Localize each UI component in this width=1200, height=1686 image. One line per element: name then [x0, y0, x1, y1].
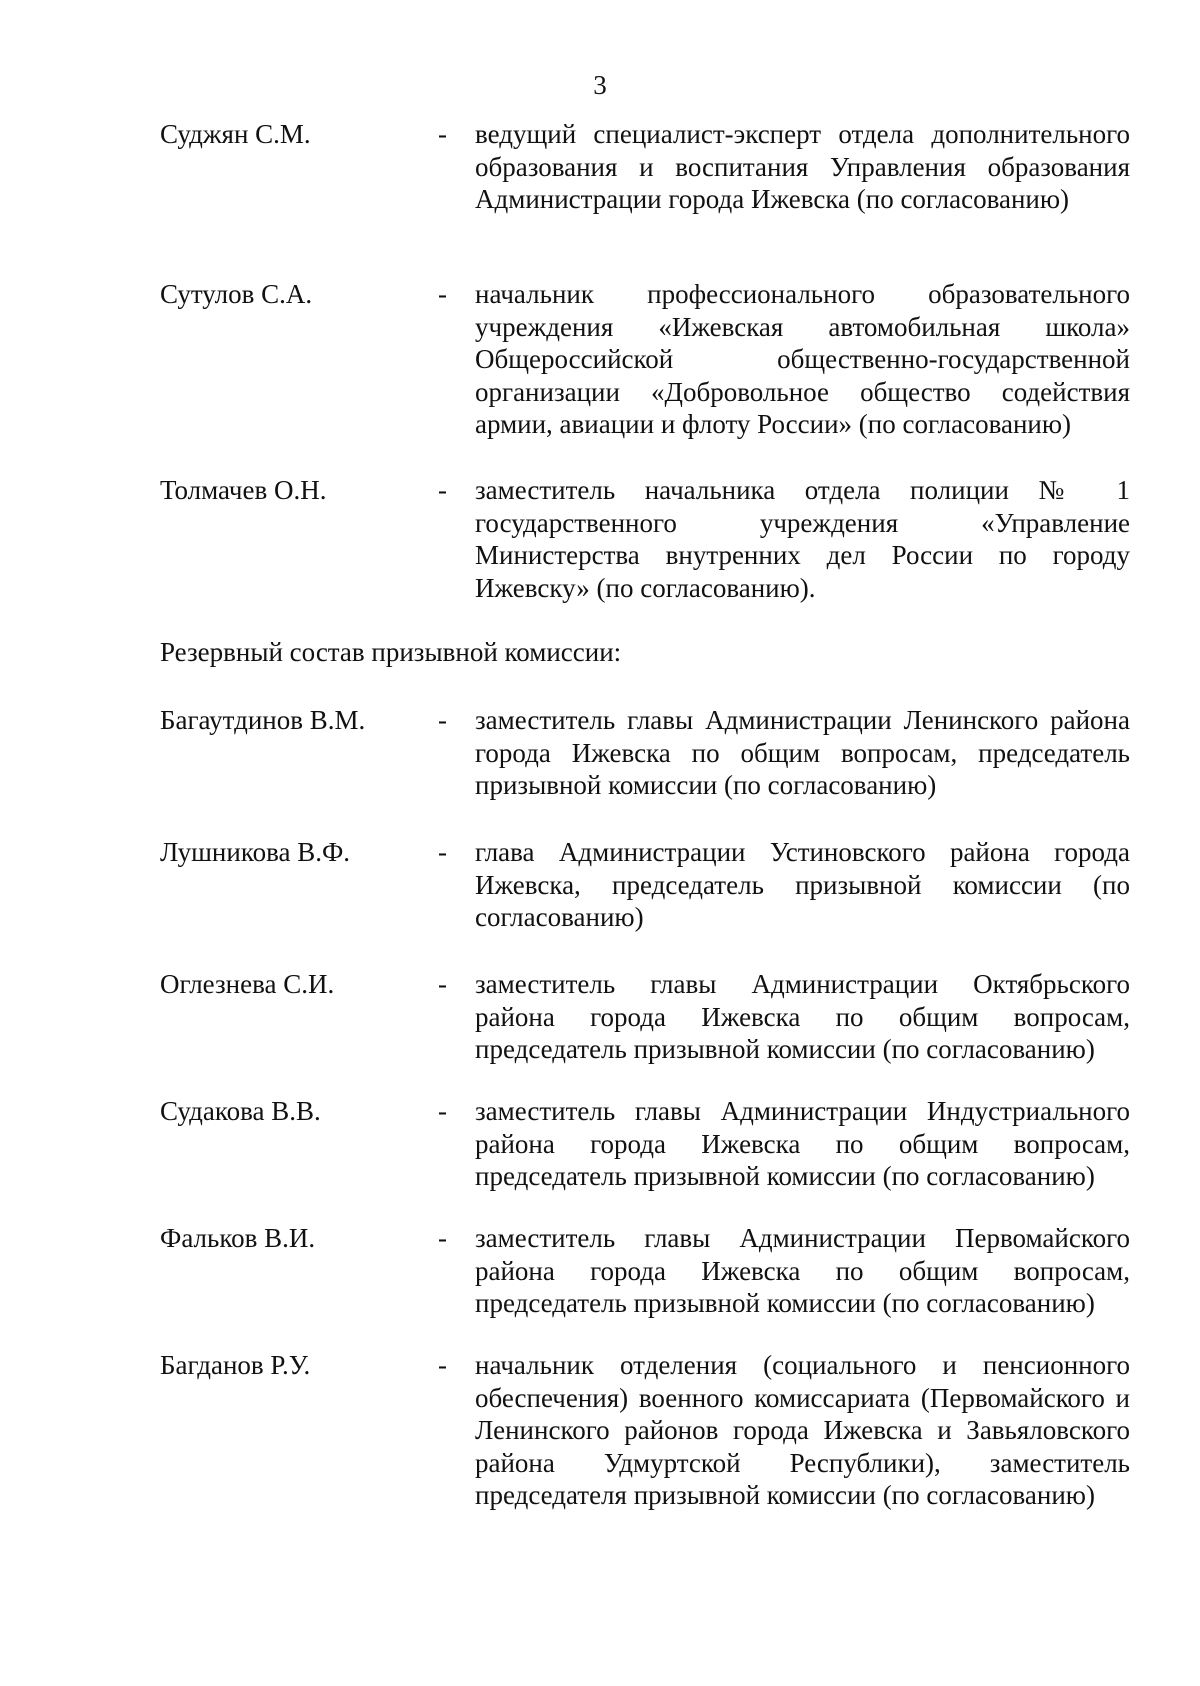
- member-name: Оглезнева С.И.: [160, 969, 335, 999]
- page-number: 3: [593, 70, 607, 100]
- member-position: начальник отделения (социального и пенсионного обеспечения) военного комиссариата (Первомайского и Ленинского районов города Ижевска и Завьяловского района Удмуртской Республики), заместитель председателя призывной комиссии (по согласованию): [475, 1350, 1130, 1510]
- member-dash: -: [438, 1223, 447, 1253]
- member-position: заместитель главы Администрации Первомайского района города Ижевска по общим вопросам, председатель призывной комиссии (по согласованию): [475, 1223, 1130, 1318]
- member-position: ведущий специалист-эксперт отдела дополнительного образования и воспитания Управления образования Администрации города Ижевска (по согласованию): [475, 119, 1130, 214]
- member-name: Суджян С.М.: [160, 119, 311, 149]
- member-dash: -: [438, 279, 447, 309]
- member-position: заместитель главы Администрации Октябрьского района города Ижевска по общим вопросам, председатель призывной комиссии (по согласованию): [475, 969, 1130, 1064]
- member-name: Лушникова В.Ф.: [160, 837, 351, 867]
- member-name: Толмачев О.Н.: [160, 475, 327, 505]
- member-position: заместитель начальника отдела полиции № 1 государственного учреждения «Управление Министерства внутренних дел России по городу Ижевску» (по согласованию).: [475, 475, 1130, 603]
- member-name: Фальков В.И.: [160, 1223, 316, 1253]
- member-dash: -: [438, 1350, 447, 1380]
- member-name: Сутулов С.А.: [160, 279, 313, 309]
- member-dash: -: [438, 475, 447, 505]
- member-position: начальник профессионального образовательного учреждения «Ижевская автомобильная школа» Общероссийской общественно-государственной организации «Добровольное общество содействия армии, авиации и флоту России» (по согласованию): [475, 279, 1130, 439]
- member-dash: -: [438, 705, 447, 735]
- reserve-heading: Резервный состав призывной комиссии:: [160, 637, 622, 667]
- member-dash: -: [438, 969, 447, 999]
- member-dash: -: [438, 837, 447, 867]
- member-position: заместитель главы Администрации Индустриального района города Ижевска по общим вопросам, председатель призывной комиссии (по согласованию): [475, 1096, 1130, 1191]
- member-name: Багданов Р.У.: [160, 1350, 311, 1380]
- member-position: глава Администрации Устиновского района города Ижевска, председатель призывной комиссии (по согласованию): [475, 837, 1130, 932]
- member-name: Багаутдинов В.М.: [160, 705, 366, 735]
- member-dash: -: [438, 119, 447, 149]
- member-name: Судакова В.В.: [160, 1096, 321, 1126]
- member-position: заместитель главы Администрации Ленинского района города Ижевска по общим вопросам, председатель призывной комиссии (по согласованию): [475, 705, 1130, 800]
- member-dash: -: [438, 1096, 447, 1126]
